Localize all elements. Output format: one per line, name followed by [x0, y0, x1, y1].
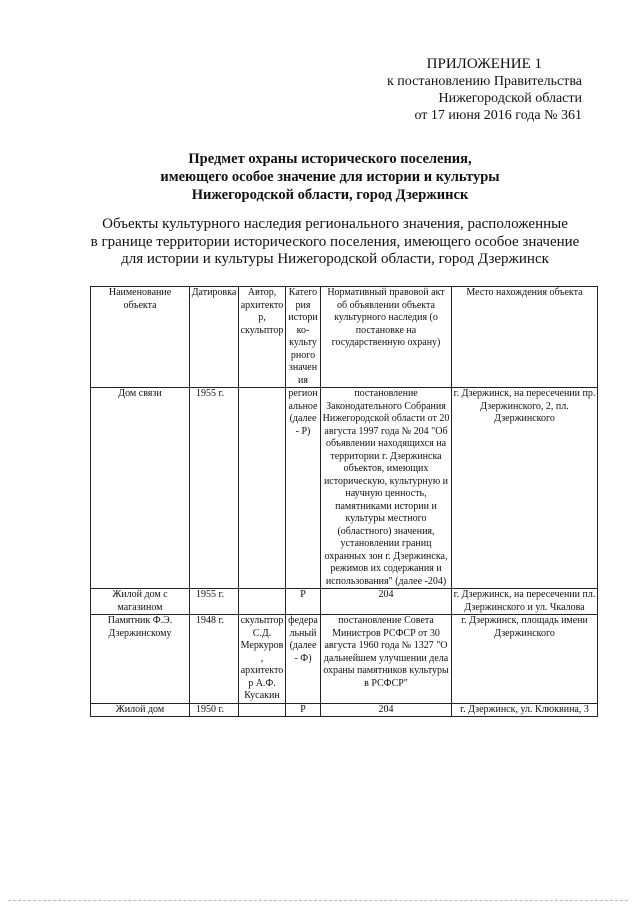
cell-act: 204 [321, 703, 452, 717]
cell-date: 1950 г. [190, 703, 239, 717]
header-author: Автор, архитектор, скульптор [239, 287, 286, 388]
appendix-date: от 17 июня 2016 года № 361 [414, 108, 582, 123]
cell-author: скульптор С.Д. Меркуров, архитектор А.Ф. Кусакин [239, 615, 286, 704]
section-heading-line-3: для истории и культуры Нижегородской области, город Дзержинск [121, 251, 549, 267]
header-location: Место нахождения объекта [452, 287, 598, 388]
cell-date: 1948 г. [190, 615, 239, 704]
appendix-region: Нижегородской области [438, 91, 582, 106]
heritage-objects-table [90, 286, 598, 717]
table-row [91, 388, 598, 589]
section-heading-line-2: в границе территории исторического поселения, имеющего особое значение [90, 233, 580, 250]
cell-location: г. Дзержинск, на пересечении пл. Дзержинского и ул. Чкалова [452, 589, 598, 615]
cell-date: 1955 г. [190, 388, 239, 589]
page-bottom-divider [8, 900, 628, 901]
cell-name: Памятник Ф.Э. Дзержинскому [91, 615, 190, 704]
cell-location: г. Дзержинск, площадь имени Дзержинского [452, 615, 598, 704]
section-heading-line-1: Объекты культурного наследия регионального значения, расположенные [102, 216, 568, 232]
cell-act: 204 [321, 589, 452, 615]
header-date: Датировка [190, 287, 239, 388]
table-header-row [91, 287, 598, 388]
appendix-decree: к постановлению Правительства [386, 74, 582, 89]
appendix-number: ПРИЛОЖЕНИЕ 1 [426, 56, 542, 72]
cell-location: г. Дзержинск, ул. Клюквина, 3 [452, 703, 598, 717]
title-line-1: Предмет охраны исторического поселения, [188, 151, 472, 167]
cell-act: постановление Законодательного Собрания Нижегородской области от 20 августа 1997 года № 204 "Об объявлении находящихся на территории г. Дзержинска объектов, имеющих историческую, культурную и научную ценность, памятниками истории и культуры местного (областного) значения, установлении границ охранных зон г. Дзержинска, режимов их содержания и использования" (далее -204) [321, 388, 452, 589]
cell-act: постановление Совета Министров РСФСР от 30 августа 1960 года № 1327 "О дальнейшем улучшении дела охраны памятников культуры в РСФСР" [321, 615, 452, 704]
cell-date: 1955 г. [190, 589, 239, 615]
cell-location: г. Дзержинск, на пересечении пр. Дзержинского, 2, пл. Дзержинского [452, 388, 598, 589]
section-heading [70, 216, 600, 269]
cell-category: федеральный (далее - Ф) [286, 615, 321, 704]
header-name: Наименование объекта [91, 287, 190, 388]
title-line-3: Нижегородской области, город Дзержинск [191, 187, 469, 203]
appendix-block [282, 56, 582, 124]
title-line-2: имеющего особое значение для истории и культуры [160, 169, 500, 185]
table-row [91, 615, 598, 704]
cell-author [239, 388, 286, 589]
document-title [80, 150, 580, 204]
header-category: Категория историко-культурного значения [286, 287, 321, 388]
cell-author [239, 589, 286, 615]
table-row [91, 589, 598, 615]
cell-category: Р [286, 703, 321, 717]
cell-name: Дом связи [91, 388, 190, 589]
cell-category: Р [286, 589, 321, 615]
cell-author [239, 703, 286, 717]
cell-category: региональное (далее - Р) [286, 388, 321, 589]
cell-name: Жилой дом с магазином [91, 589, 190, 615]
table-row [91, 703, 598, 717]
header-act: Нормативный правовой акт об объявлении объекта культурного наследия (о постановке на государственную охрану) [321, 287, 452, 388]
cell-name: Жилой дом [91, 703, 190, 717]
